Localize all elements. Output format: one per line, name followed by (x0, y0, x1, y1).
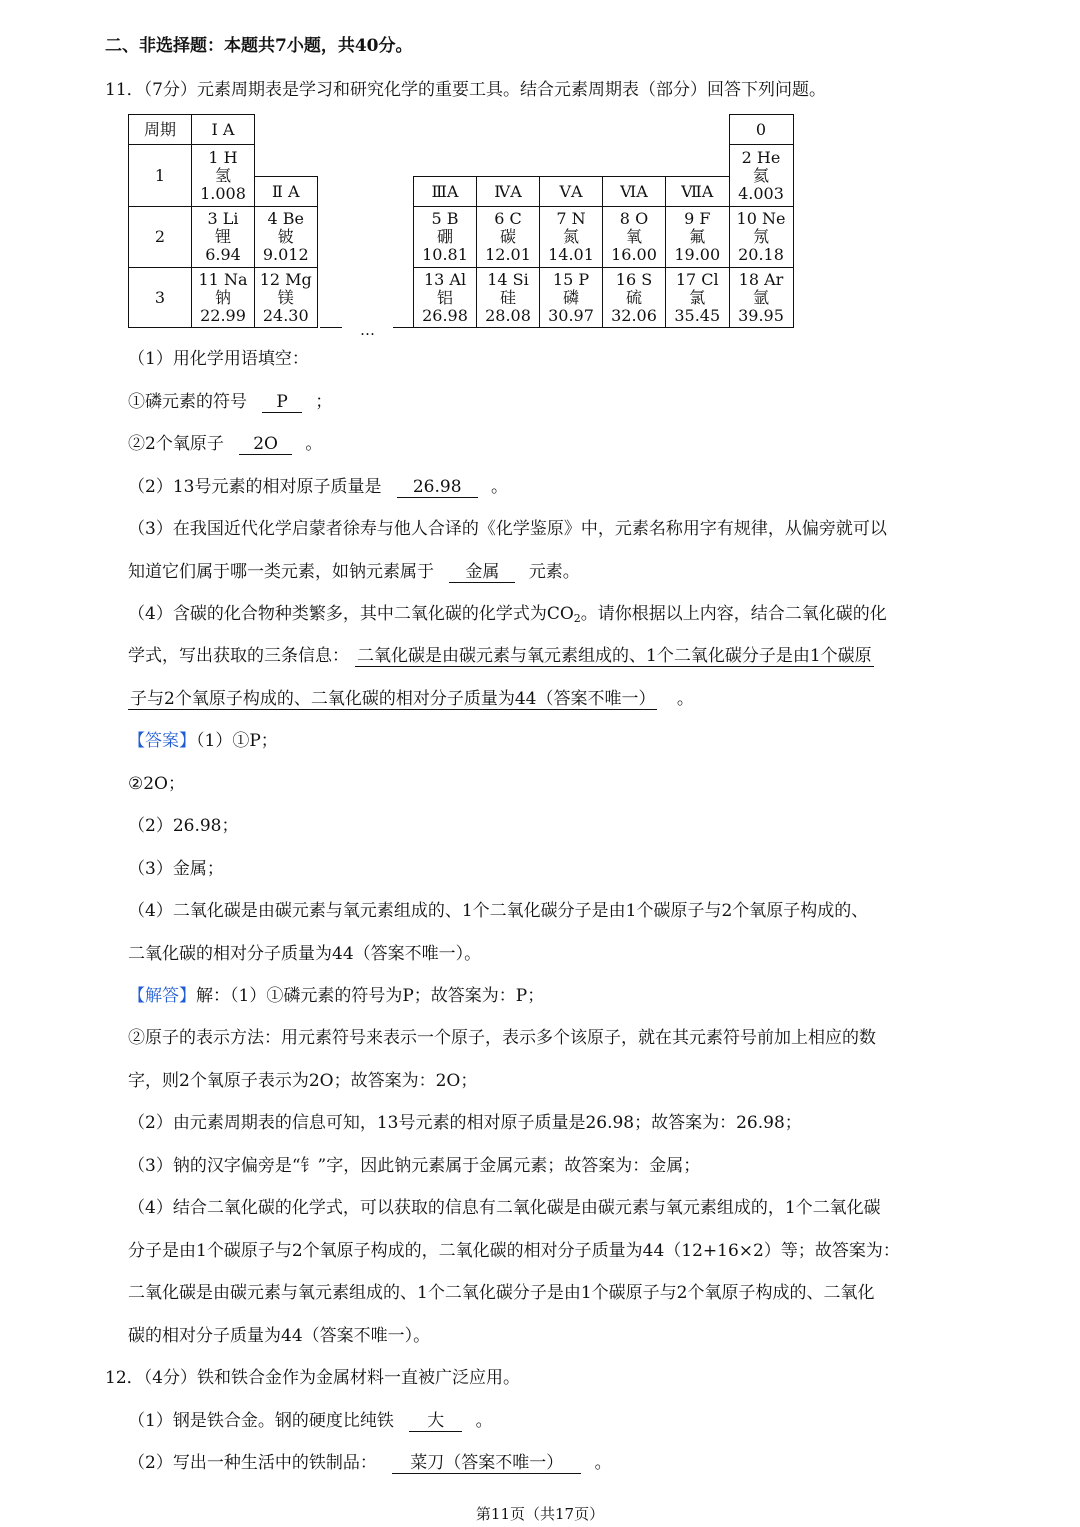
element-number-symbol: 13 Al (423, 269, 467, 289)
section-header: 二、非选择题：本题共7小题，共40分。 (105, 36, 413, 56)
element-number-symbol: 1 H (208, 147, 238, 167)
element-name: 碳 (499, 227, 516, 246)
element-mass: 28.08 (485, 305, 531, 325)
q11-part1b-end: 。 (305, 434, 323, 454)
co2-subscript: 2 (573, 612, 581, 625)
q11-part1a-text: ①磷元素的符号 (128, 392, 247, 412)
element-H (192, 145, 255, 207)
q11-part3-answer: 金属 (449, 562, 515, 583)
element-Si (477, 268, 540, 328)
answer-line-6: 二氧化碳的相对分子质量为44（答案不唯一）。 (128, 944, 482, 964)
element-P (540, 268, 603, 328)
q11-part1b (128, 432, 322, 456)
element-name: 氧 (625, 227, 642, 246)
answer-tag: 【答案】 (128, 731, 196, 751)
element-name: 锂 (214, 227, 231, 246)
q11-part3-line1: （3）在我国近代化学启蒙者徐寿与他人合译的《化学鉴原》中，元素名称用字有规律，从偏旁就可以 (128, 519, 887, 539)
q11-part4-line2 (128, 644, 874, 668)
element-name: 氮 (562, 227, 579, 246)
analysis-line-6: （4）结合二氧化碳的化学式，可以获取的信息有二氧化碳是由碳元素与氧元素组成的，1个二氧化碳 (128, 1198, 881, 1218)
group-3a-header: ⅢA (414, 177, 477, 207)
element-number-symbol: 5 B (431, 209, 459, 228)
analysis-line-4: （2）由元素周期表的信息可知，13号元素的相对原子质量是26.98；故答案为：26.98； (128, 1113, 802, 1133)
group-0-header: 0 (729, 115, 793, 145)
q12-part1-answer: 大 (409, 1411, 462, 1432)
element-C (477, 207, 540, 268)
q11-part4-answer-1: 二氧化碳是由碳元素与氧元素组成的、1个二氧化碳分子是由1个碳原 (357, 646, 872, 666)
element-mass: 32.06 (611, 305, 657, 325)
q11-part1: （1）用化学用语填空： (128, 349, 309, 369)
answer-line-3: （2）26.98； (128, 816, 239, 836)
element-number-symbol: 9 F (684, 209, 711, 228)
element-mass: 12.01 (485, 245, 531, 264)
analysis-tag: 【解答】 (128, 986, 196, 1006)
element-name: 氯 (689, 287, 706, 307)
element-He (729, 145, 793, 207)
element-B (414, 207, 477, 268)
element-Ne (729, 207, 793, 268)
analysis-line-5: （3）钠的汉字偏旁是“钅”字，因此钠元素属于金属元素；故答案为：金属； (128, 1156, 701, 1176)
element-mass: 30.97 (548, 305, 594, 325)
q11-part1a-answer: P (262, 392, 301, 413)
analysis-text-1: 解：（1）①磷元素的符号为P；故答案为：P； (196, 986, 545, 1006)
element-name: 镁 (277, 287, 294, 307)
q12-part2-text: （2）写出一种生活中的铁制品： (128, 1453, 377, 1473)
element-mass: 1.008 (200, 183, 246, 203)
q11-part2 (128, 475, 508, 499)
table-ellipsis: … (360, 321, 375, 339)
analysis-line-1 (128, 984, 544, 1008)
element-Al (414, 268, 477, 328)
element-number-symbol: 14 Si (487, 269, 529, 289)
element-number-symbol: 3 Li (207, 209, 239, 228)
element-Li (192, 207, 255, 268)
element-Ar (729, 268, 793, 328)
answer-text-1: （1）①P； (196, 731, 278, 751)
element-name: 硼 (436, 227, 453, 246)
element-mass: 6.94 (205, 245, 241, 264)
answer-line-4: （3）金属； (128, 859, 224, 879)
period-3-label: 3 (129, 268, 192, 328)
group-4a-header: ⅣA (477, 177, 540, 207)
element-mass: 20.18 (738, 245, 784, 264)
element-name: 铝 (436, 287, 453, 307)
analysis-line-8: 二氧化碳是由碳元素与氧元素组成的、1个二氧化碳分子是由1个碳原子与2个氧原子构成的、二氧化 (128, 1283, 875, 1303)
q11-part2-end: 。 (490, 477, 508, 497)
element-number-symbol: 4 Be (267, 209, 304, 228)
q12-part1-text: （1）钢是铁合金。钢的硬度比纯铁 (128, 1411, 394, 1431)
element-mass: 35.45 (674, 305, 721, 325)
q11-part3-line2 (128, 560, 580, 584)
q11-part3-text: 知道它们属于哪一类元素，如钠元素属于 (128, 562, 434, 582)
period-header: 周期 (129, 115, 192, 145)
q11-part4-text-cont: 。请你根据以上内容，结合二氧化碳的化 (580, 604, 887, 624)
element-number-symbol: 16 S (615, 269, 653, 289)
element-O (603, 207, 666, 268)
q11-part4-text: （4）含碳的化合物种类繁多，其中二氧化碳的化学式为CO (128, 604, 574, 624)
element-name: 硫 (625, 287, 642, 307)
element-mass: 9.012 (262, 245, 309, 264)
q11-stem: 11．（7分）元素周期表是学习和研究化学的重要工具。结合元素周期表（部分）回答下列问题。 (105, 80, 826, 100)
element-Be (255, 207, 318, 268)
q11-part2-text: （2）13号元素的相对原子质量是 (128, 477, 382, 497)
element-mass: 26.98 (422, 305, 468, 325)
q12-part1 (128, 1409, 493, 1433)
element-name: 钠 (214, 287, 231, 307)
element-name: 氟 (689, 227, 706, 246)
group-5a-header: ⅤA (540, 177, 603, 207)
table-left-tail (320, 327, 342, 328)
q11-part4-end: 。 (676, 689, 694, 709)
element-name: 氩 (752, 287, 769, 307)
element-name: 硅 (499, 287, 516, 307)
element-number-symbol: 10 Ne (736, 209, 786, 228)
q11-part2-answer: 26.98 (397, 477, 478, 498)
q12-part1-end: 。 (475, 1411, 493, 1431)
group-1a-header: Ⅰ A (192, 115, 255, 145)
q12-stem: 12．（4分）铁和铁合金作为金属材料一直被广泛应用。 (105, 1368, 520, 1388)
element-number-symbol: 11 Na (198, 269, 248, 289)
element-name: 氢 (214, 165, 231, 185)
element-number-symbol: 18 Ar (738, 269, 784, 289)
answer-line-1 (128, 729, 278, 753)
analysis-line-9: 碳的相对分子质量为44（答案不唯一）。 (128, 1326, 431, 1346)
element-name: 铍 (277, 227, 294, 246)
element-F (666, 207, 730, 268)
periodic-table-right (413, 114, 794, 328)
element-Cl (666, 268, 730, 328)
q11-part4-answer-2: 子与2个氧原子构成的、二氧化碳的相对分子质量为44（答案不唯一） (130, 689, 656, 709)
q11-part4-line3 (128, 687, 694, 711)
element-mass: 39.95 (738, 305, 784, 325)
periodic-table-left (128, 114, 318, 328)
q11-part1a-end: ； (315, 392, 333, 412)
element-Mg (255, 268, 318, 328)
q12-part2-end: 。 (594, 1453, 612, 1473)
answer-line-5: （4）二氧化碳是由碳元素与氧元素组成的、1个二氧化碳分子是由1个碳原子与2个氧原子构成的、 (128, 901, 869, 921)
element-mass: 24.30 (262, 305, 309, 325)
element-mass: 19.00 (674, 245, 721, 264)
q11-part1b-answer: 2O (239, 434, 292, 455)
element-number-symbol: 7 N (556, 209, 586, 228)
table-right-tail (393, 327, 415, 328)
element-Na (192, 268, 255, 328)
element-mass: 16.00 (611, 245, 657, 264)
element-S (603, 268, 666, 328)
analysis-line-3: 字，则2个氧原子表示为2O；故答案为：2O； (128, 1071, 478, 1091)
element-number-symbol: 2 He (741, 147, 781, 167)
element-name: 磷 (562, 287, 579, 307)
period-2-label: 2 (129, 207, 192, 268)
q11-part3-end: 元素。 (528, 562, 580, 582)
element-name: 氖 (752, 227, 769, 246)
analysis-line-2: ②原子的表示方法：用元素符号来表示一个原子，表示多个该原子，就在其元素符号前加上相应的数 (128, 1028, 876, 1048)
element-N (540, 207, 603, 268)
element-mass: 4.003 (738, 183, 784, 203)
q12-part2 (128, 1451, 612, 1475)
group-6a-header: ⅥA (603, 177, 666, 207)
q11-part1a (128, 390, 332, 414)
period-1-label: 1 (129, 145, 192, 207)
q11-part4-line2-text: 学式，写出获取的三条信息： (128, 646, 349, 666)
element-name: 氦 (752, 165, 769, 185)
q11-part4-line1 (128, 602, 887, 631)
analysis-line-7: 分子是由1个碳原子与2个氧原子构成的，二氧化碳的相对分子质量为44（12+16×2）等；故答案为： (128, 1241, 900, 1261)
q11-part1b-text: ②2个氧原子 (128, 434, 224, 454)
element-number-symbol: 8 O (619, 209, 649, 228)
element-number-symbol: 12 Mg (259, 269, 312, 289)
element-number-symbol: 17 Cl (675, 269, 719, 289)
element-mass: 10.81 (422, 245, 468, 264)
element-mass: 22.99 (200, 305, 246, 325)
element-number-symbol: 15 P (552, 269, 590, 289)
q12-part2-answer: 菜刀（答案不唯一） (392, 1453, 581, 1474)
group-7a-header: ⅦA (666, 177, 730, 207)
element-number-symbol: 6 C (494, 209, 522, 228)
element-mass: 14.01 (548, 245, 594, 264)
group-2a-header: Ⅱ A (255, 177, 318, 207)
page-footer: 第11页（共17页） (475, 1505, 605, 1523)
answer-line-2: ②2O； (128, 774, 185, 794)
